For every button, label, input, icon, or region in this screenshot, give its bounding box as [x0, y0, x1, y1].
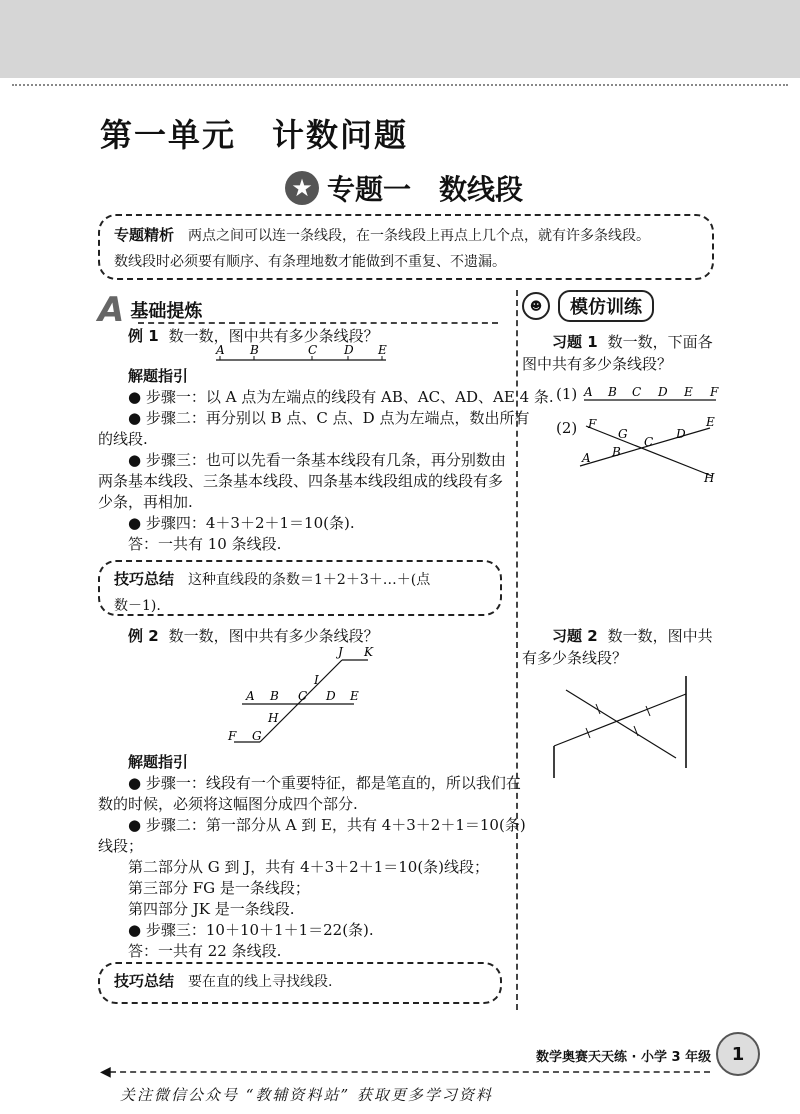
section-a-rule [138, 322, 498, 324]
section-a-icon: A [98, 290, 125, 330]
ex2-point-h: H [268, 711, 279, 725]
example-1-label: 例 1 [128, 327, 159, 345]
section-practice-title: 模仿训练 [558, 290, 654, 322]
exercise-2-label: 习题 2 [552, 627, 598, 645]
section-practice-header [522, 290, 654, 322]
tip-box-2 [98, 962, 502, 1004]
ex-1-2-point-e: E [706, 416, 715, 429]
footer-note: 关注微信公众号 “教辅资料站” 获取更多学习资料 [120, 1086, 493, 1104]
exercise-1-question [552, 332, 713, 353]
ex-1-1-point-c: C [632, 385, 642, 399]
exercise-1-label: 习题 1 [552, 333, 598, 351]
unit-title-text: 计数问题 [272, 116, 409, 154]
topic-text: 数线段 [439, 173, 524, 206]
intro-line-2: 数线段时必须要有顺序、有条理地数才能做到不重复、不遗漏。 [114, 254, 506, 270]
top-banner [0, 0, 800, 78]
tip-1-label: 技巧总结 [114, 570, 175, 588]
ex2-point-d: D [326, 689, 336, 703]
star-icon: ★ [285, 171, 319, 205]
footer-arrow-icon: ◀ [100, 1064, 111, 1080]
tip-1-line-2: 数－1). [114, 598, 161, 614]
example-2-part-2: 第二部分从 G 到 J，共有 4＋3＋2＋1＝10(条)线段； [128, 858, 490, 876]
ex-1-2-point-b: B [612, 445, 621, 459]
exercise-1-item-2-label: (2) [556, 419, 578, 437]
example-2-guide-heading: 解题指引 [128, 753, 189, 771]
section-basics-title: 基础提炼 [130, 301, 203, 322]
top-divider [12, 84, 788, 86]
ex-2-cross-line [554, 694, 686, 746]
ex1-point-b: B [250, 343, 259, 357]
ex2-point-i: I [314, 673, 319, 687]
intro-box [98, 214, 714, 280]
tip-2-label: 技巧总结 [114, 972, 175, 990]
ex2-point-a: A [246, 689, 255, 703]
unit-title [100, 110, 408, 156]
example-1-step-3-end: 少条，再相加. [98, 493, 193, 511]
exercise-1-figure-1 [580, 382, 730, 408]
owl-icon: ☻ [522, 292, 550, 320]
ex-1-1-point-a: A [584, 385, 593, 399]
tip-2-text: 要在直的线上寻找线段. [188, 974, 333, 990]
intro-label: 专题精析 [114, 226, 175, 244]
example-2-step-2: ● 步骤二：第一部分从 A 到 E，共有 4＋3＋2＋1＝10(条) [128, 816, 526, 834]
ex-1-1-point-e: E [684, 385, 693, 399]
intro-line-1: 两点之间可以连一条线段，在一条线段上再点上几个点，就有许多条线段。 [188, 228, 651, 244]
exercise-2-question [552, 626, 713, 647]
tip-1-line-1: 这种直线段的条数＝1＋2＋3＋…＋(点 [188, 572, 431, 588]
example-1-figure [210, 342, 400, 366]
ex-2-diagonal [566, 690, 676, 758]
example-1-step-4: ● 步骤四：4＋3＋2＋1＝10(条). [128, 514, 355, 532]
ex-1-1-point-d: D [658, 385, 668, 399]
example-2-step-1: ● 步骤一：线段有一个重要特征，都是笔直的，所以我们在 [128, 774, 521, 792]
example-1-guide-heading: 解题指引 [128, 367, 189, 385]
ex-1-1-point-b: B [608, 385, 617, 399]
ex2-point-g: G [252, 729, 262, 743]
exercise-2-text: 数一数，图中共 [607, 627, 713, 645]
example-2-text: 数一数，图中共有多少条线段？ [168, 627, 379, 645]
exercise-2-figure [546, 672, 696, 784]
ex-1-2-point-a: A [582, 451, 591, 465]
example-2-answer: 答：一共有 22 条线段. [128, 942, 282, 960]
ex2-point-f: F [228, 729, 237, 743]
example-2-part-3: 第三部分 FG 是一条线段； [128, 879, 310, 897]
ex2-point-j: J [338, 645, 343, 659]
exercise-2-text-cont: 有多少条线段？ [522, 649, 628, 667]
example-2-step-3: ● 步骤三：10＋10＋1＋1＝22(条). [128, 921, 374, 939]
page-number: 1 [716, 1032, 760, 1076]
ex2-point-c: C [298, 689, 308, 703]
topic-title [285, 168, 523, 208]
tip-box-1 [98, 560, 502, 616]
unit-title-number: 第一单元 [100, 116, 237, 154]
footer-divider [100, 1064, 710, 1080]
topic-number: 专题一 [327, 173, 412, 206]
example-1-step-3-cont: 两条基本线段、三条基本线段、四条基本线段组成的线段有多 [98, 472, 504, 490]
example-1-step-2-cont: 的线段. [98, 430, 148, 448]
section-basics-header [98, 290, 202, 330]
example-1-answer: 答：一共有 10 条线段. [128, 535, 282, 553]
example-2-step-2-cont: 线段； [98, 837, 144, 855]
ex-1-2-point-h: H [704, 471, 715, 485]
ex1-point-e: E [378, 343, 387, 357]
ex-1-2-point-c: C [644, 435, 654, 449]
exercise-1-text: 数一数，下面各 [607, 333, 713, 351]
ex-1-2-point-f: F [588, 417, 597, 431]
example-1-step-3: ● 步骤三：也可以先看一条基本线段有几条，再分别数由 [128, 451, 506, 469]
footer-book-title: 数学奥赛天天练 · 小学 3 年级 [536, 1050, 712, 1065]
ex-1-2-point-d: D [676, 427, 686, 441]
ex2-point-b: B [270, 689, 279, 703]
ex-1-1-point-f: F [710, 385, 719, 399]
exercise-1-item-1-label: (1) [556, 385, 578, 403]
ex1-point-a: A [216, 343, 225, 357]
example-2-figure [222, 642, 392, 752]
exercise-1-figure-2 [576, 416, 726, 486]
ex1-point-d: D [344, 343, 354, 357]
ex2-point-e: E [350, 689, 359, 703]
example-2-part-4: 第四部分 JK 是一条线段. [128, 900, 295, 918]
example-2-label: 例 2 [128, 627, 159, 645]
ex2-point-k: K [364, 645, 373, 659]
example-1-step-2: ● 步骤二：再分别以 B 点、C 点、D 点为左端点，数出所有 [128, 409, 530, 427]
example-2-step-1-cont: 数的时候，必须将这幅图分成四个部分. [98, 795, 358, 813]
exercise-1-text-cont: 图中共有多少条线段？ [522, 355, 673, 373]
example-1-text: 数一数，图中共有多少条线段？ [168, 327, 379, 345]
ex1-ticks [220, 356, 382, 360]
example-1-step-1: ● 步骤一：以 A 点为左端点的线段有 AB、AC、AD、AE 4 条. [128, 388, 554, 406]
ex1-point-c: C [308, 343, 318, 357]
ex-1-2-point-g: G [618, 427, 628, 441]
